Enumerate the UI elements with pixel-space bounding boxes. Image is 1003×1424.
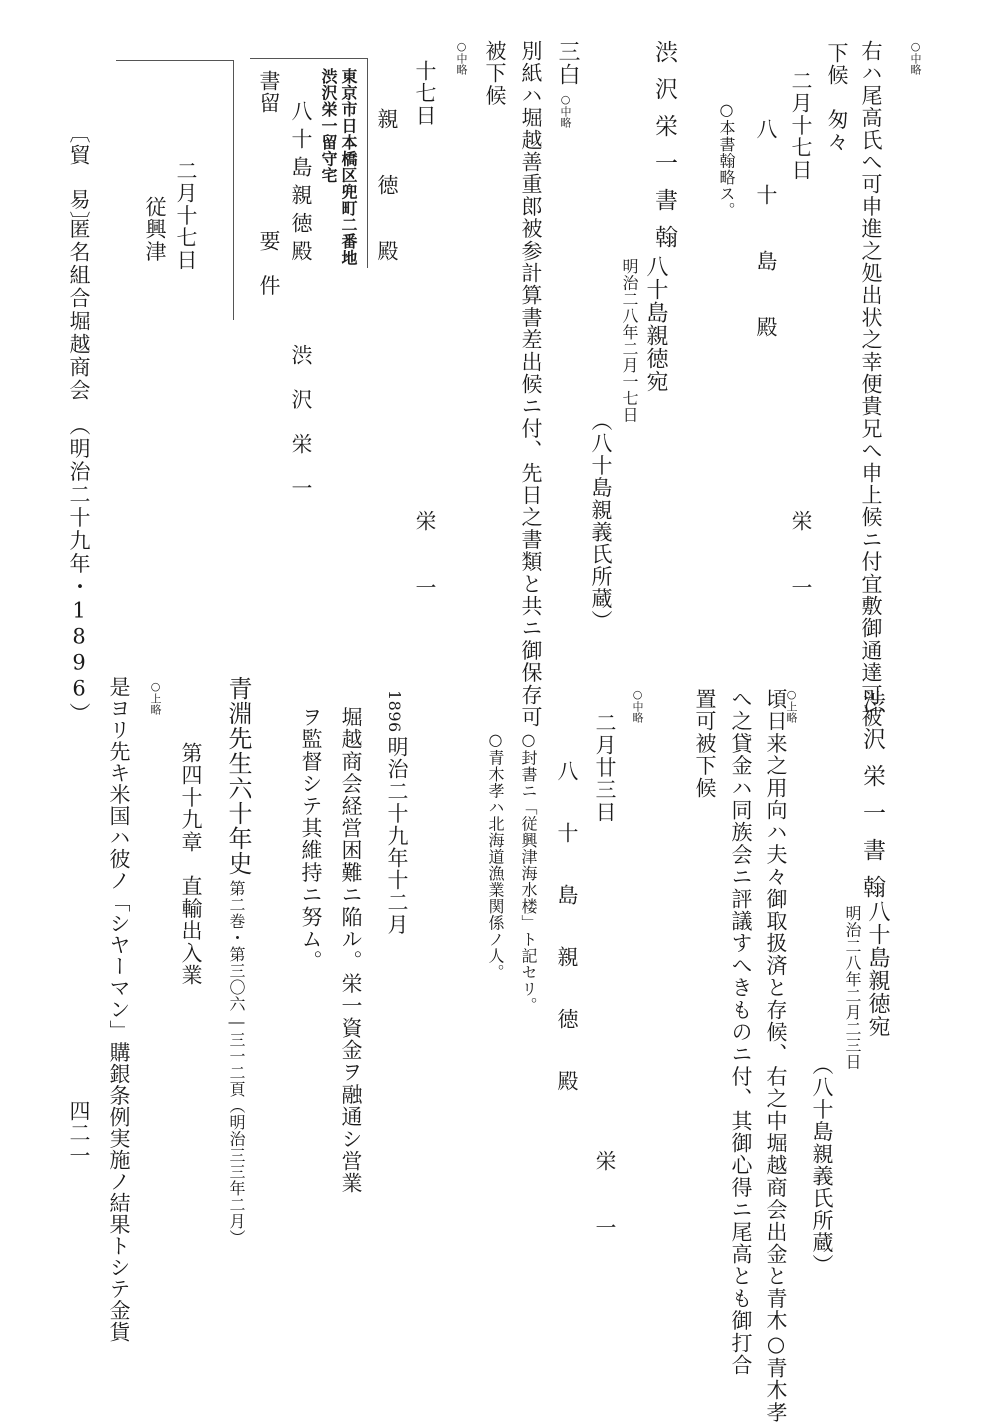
elision-note: ○中略 <box>559 93 572 128</box>
entry-summary-line: 堀越商会経営困難ニ陥ル。栄一資金ヲ融通シ営業 <box>339 706 363 1195</box>
envelope-rule <box>233 60 234 320</box>
elision-note: ○中略 <box>455 40 468 75</box>
envelope-purpose: 要 件 <box>257 230 281 297</box>
editorial-note: ○青木孝ハ北海道漁業関係ノ人。 <box>486 730 505 981</box>
page-number: 四二一 <box>67 1100 91 1167</box>
section-heading: 匿名組合堀越商会 （明治二十九年・1896） <box>67 218 91 726</box>
letter-place: 従興津 <box>143 196 167 263</box>
elision-note: ○上略 <box>149 680 162 715</box>
letter-addressee: 八 十 島 殿 <box>754 118 778 349</box>
letter-text-line: 下候 匆々 <box>825 42 849 153</box>
envelope-rule <box>116 60 234 61</box>
letter-text-line: 別紙ハ堀越善重郎被参計算書差出候ニ付、先日之書類と共ニ御保存可 <box>519 40 543 729</box>
document-addressee: 八十島親徳宛 <box>865 900 890 1038</box>
elision-note: ○中略 <box>909 40 922 75</box>
letter-text-line: 置可被下候 <box>693 688 717 799</box>
letter-date: 二月廿三日 <box>593 712 617 823</box>
editorial-note: ○封書ニ「従興津海水楼」ト記セリ。 <box>519 730 538 1014</box>
elision-note: ○上略 <box>785 688 798 723</box>
letter-sender: 栄 一 <box>593 1150 617 1239</box>
entry-date: 明治二十九年十二月 <box>385 736 409 936</box>
letter-date: 二月十七日 <box>789 70 813 181</box>
envelope-rule <box>367 58 368 268</box>
letter-addressee: 親 徳 殿 <box>375 108 399 273</box>
chapter-heading: 第四十九章 直輸出入業 <box>179 742 203 987</box>
letter-date: 二月十七日 <box>174 160 198 271</box>
document-holder: （八十島親義氏所蔵） <box>589 410 613 632</box>
envelope-recipient: 八十島親徳殿 <box>289 100 313 268</box>
letter-text-line: 被下候 <box>483 40 507 107</box>
document-holder: （八十島親義氏所蔵） <box>810 1054 834 1276</box>
source-reference: 第二巻・第三〇六―三一二頁（明治三三年二月） <box>227 880 246 1246</box>
document-title: 渋沢栄一書翰 <box>859 690 885 912</box>
envelope-rule <box>250 58 368 59</box>
document-addressee: 八十島親徳宛 <box>643 255 668 393</box>
letter-text-line: 右ハ尾高氏へ可申進之処出状之幸便貴兄へ申上候ニ付宜敷御通達可被 <box>859 40 883 729</box>
elision-note: ○中略 <box>631 688 644 723</box>
document-title: 渋沢栄一書翰 <box>651 40 677 262</box>
envelope-address: 渋沢栄一留守宅 <box>319 68 338 184</box>
envelope-label: 書留 <box>257 70 281 115</box>
letter-text-line: へ之貸金ハ同族会ニ評議すへきものニ付、其御心得ニ尾高とも御打合 <box>729 688 753 1377</box>
letter-sender: 栄 一 <box>413 510 437 599</box>
source-text-line: 是ヨリ先キ米国ハ彼ノ「シヤーマン」購銀条例実施ノ結果トシテ金貨 <box>107 676 131 1343</box>
letter-date: 十七日 <box>413 60 437 127</box>
document-date: 明治二八年二月二三日 <box>843 905 862 1070</box>
entry-summary-line: ヲ監督シテ其維持ニ努ム。 <box>299 706 323 973</box>
envelope-address: 東京市日本橋区兜町二番地 <box>339 68 358 266</box>
letter-text-line: 頃日来之用向ハ夫々御取扱済と存候、右之中堀越商会出金と青木○青木孝 <box>764 688 788 1424</box>
document-date: 明治二八年二月一七日 <box>620 258 639 423</box>
section-tag: 〔貿 易〕 <box>67 122 91 233</box>
letter-sender: 栄 一 <box>789 510 813 599</box>
envelope-sender: 渋 沢 栄 一 <box>289 344 313 500</box>
letter-opening: 三白 <box>555 40 580 86</box>
letter-addressee: 八 十 島 親 徳 殿 <box>555 760 579 1101</box>
source-title: 青淵先生六十年史 <box>224 676 252 876</box>
year-number: 1896 <box>385 690 404 733</box>
editorial-note: ○本書翰略ス。 <box>717 100 736 219</box>
